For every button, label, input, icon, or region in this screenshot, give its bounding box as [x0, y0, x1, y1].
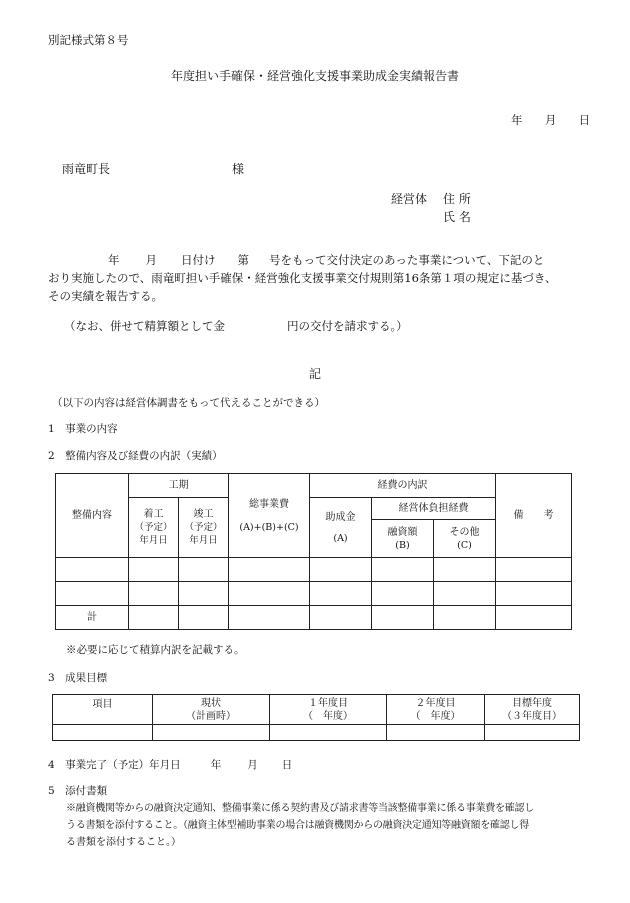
start-ymd: 年月日	[139, 535, 168, 546]
completion-day: 日	[281, 759, 293, 771]
cell-total[interactable]	[229, 606, 310, 630]
cell-subsidy[interactable]	[310, 558, 372, 582]
body-line-2: おり実施したので、雨竜町担い手確保・経営強化支援事業交付規則第16条第１項の規定に基づき、	[48, 271, 557, 285]
loan-code: (B)	[395, 539, 410, 551]
other-label: その他	[449, 526, 480, 538]
self-burden-header: 経営体負担経費	[372, 498, 496, 520]
start-date-header	[129, 498, 179, 558]
end-planned: （予定）	[184, 522, 223, 533]
subsidy-label: 助成金	[325, 511, 356, 523]
table-row	[56, 558, 572, 582]
cell-remarks[interactable]	[496, 582, 572, 606]
settlement-note-suffix: 円の交付を請求する。）	[287, 319, 408, 333]
expense-table	[55, 473, 572, 630]
body-year: 年	[108, 253, 120, 267]
settlement-note-prefix: （なお、併せて精算額として金	[64, 319, 225, 333]
completion-label: 4 事業完了（予定）年月日	[48, 759, 181, 771]
target-item-header: 項目	[53, 695, 153, 725]
year1-header	[270, 695, 387, 725]
target-year-label: 目標年度	[512, 697, 552, 709]
attachments-line-2: うる書類を添付すること。（融資主体型補助事業の場合は融資機関からの融資決定通知等融資額を確認し得	[66, 820, 529, 831]
total-row-label: 計	[56, 606, 129, 630]
body-line-1	[48, 252, 544, 268]
end-ymd: 年月日	[189, 535, 218, 546]
loan-label: 融資額	[387, 526, 418, 538]
cell-end[interactable]	[179, 606, 229, 630]
attachments-line-3: る書類を添付すること。）	[66, 837, 181, 848]
cell-end[interactable]	[179, 582, 229, 606]
cell-item[interactable]	[56, 582, 129, 606]
col-item-header: 整備内容	[56, 474, 129, 558]
section-2: 2 整備内容及び経費の内訳（実績）	[48, 450, 223, 462]
settlement-note	[64, 318, 408, 334]
body-line-3: その実績を報告する。	[48, 289, 163, 303]
cell-start[interactable]	[129, 582, 179, 606]
other-header	[434, 520, 496, 558]
section-5: 5 添付書類	[48, 785, 108, 797]
cell-remarks[interactable]	[496, 606, 572, 630]
total-cost-header	[229, 474, 310, 558]
target-year-sub: （３年度目）	[502, 710, 562, 722]
cell-total[interactable]	[229, 582, 310, 606]
total-cost-label: 総事業費	[249, 498, 289, 510]
cell-current[interactable]	[153, 725, 270, 741]
date-month: 月	[544, 113, 557, 127]
cell-item[interactable]	[56, 558, 129, 582]
current-sub: （計画時）	[186, 710, 236, 722]
year1-label: １年度目	[308, 697, 348, 709]
substitute-note: （以下の内容は経営体調書をもって代えることができる）	[52, 397, 325, 409]
attachments-line-1: ※融資機関等からの融資決定通知、整備事業に係る契約書及び請求書等当該整備事業に係る事業費を確認し	[66, 803, 534, 814]
cell-other[interactable]	[434, 558, 496, 582]
completion-year: 年	[210, 759, 222, 771]
year2-header	[387, 695, 485, 725]
body-line1-rest: 号をもって交付決定のあった事業について、下記のと	[269, 253, 545, 267]
document-title: 年度担い手確保・経営強化支援事業助成金実績報告書	[170, 69, 459, 83]
cell-start[interactable]	[129, 558, 179, 582]
completion-month: 月	[247, 759, 258, 771]
current-header	[153, 695, 270, 725]
form-number: 別記様式第８号	[48, 33, 129, 47]
total-row	[56, 606, 572, 630]
cell-target-item[interactable]	[53, 725, 153, 741]
section-1: 1 事業の内容	[48, 423, 118, 435]
target-year-header	[485, 695, 580, 725]
period-header: 工期	[129, 474, 229, 498]
cell-loan[interactable]	[372, 582, 434, 606]
applicant-name-label: 氏 名	[443, 210, 471, 224]
applicant-label: 経営体	[391, 192, 428, 206]
ki-heading: 記	[309, 367, 322, 381]
breakdown-header: 経費の内訳	[310, 474, 496, 498]
cell-loan[interactable]	[372, 558, 434, 582]
cell-year2[interactable]	[387, 725, 485, 741]
end-label: 竣工	[193, 509, 214, 520]
year2-sub: （ 年度）	[410, 710, 461, 722]
start-planned: （予定）	[134, 522, 173, 533]
body-dated: 日付け	[181, 253, 216, 267]
cell-subsidy[interactable]	[310, 606, 372, 630]
remarks-header: 備 考	[496, 474, 572, 558]
loan-header	[372, 520, 434, 558]
applicant-address-label: 住 所	[443, 192, 471, 206]
table-row	[53, 725, 580, 741]
target-table	[52, 694, 580, 741]
cell-other[interactable]	[434, 582, 496, 606]
start-label: 着工	[143, 509, 164, 520]
other-code: (C)	[457, 539, 472, 551]
cell-target[interactable]	[485, 725, 580, 741]
year1-sub: （ 年度）	[303, 710, 353, 722]
end-date-header	[179, 498, 229, 558]
cell-total[interactable]	[229, 558, 310, 582]
section-3: 3 成果目標	[48, 672, 108, 684]
section-4	[48, 757, 292, 772]
date-year: 年	[511, 113, 523, 127]
subsidy-code: (A)	[333, 532, 348, 544]
total-cost-formula: (A)+(B)+(C)	[239, 521, 299, 533]
cell-remarks[interactable]	[496, 558, 572, 582]
year2-label: ２年度目	[415, 697, 456, 709]
table-row	[56, 582, 572, 606]
addressee-name: 雨竜町長	[62, 162, 111, 176]
table1-note: ※必要に応じて積算内訳を記載する。	[66, 644, 245, 656]
date-day: 日	[578, 113, 591, 127]
cell-other[interactable]	[434, 606, 496, 630]
addressee-honorific: 様	[232, 162, 245, 176]
current-label: 現状	[201, 697, 221, 709]
cell-start[interactable]	[129, 606, 179, 630]
subsidy-header	[310, 498, 372, 558]
cell-end[interactable]	[179, 558, 229, 582]
cell-subsidy[interactable]	[310, 582, 372, 606]
body-month: 月	[145, 253, 157, 267]
report-date	[511, 112, 590, 128]
cell-loan[interactable]	[372, 606, 434, 630]
cell-year1[interactable]	[270, 725, 387, 741]
body-number-prefix: 第	[237, 253, 249, 267]
